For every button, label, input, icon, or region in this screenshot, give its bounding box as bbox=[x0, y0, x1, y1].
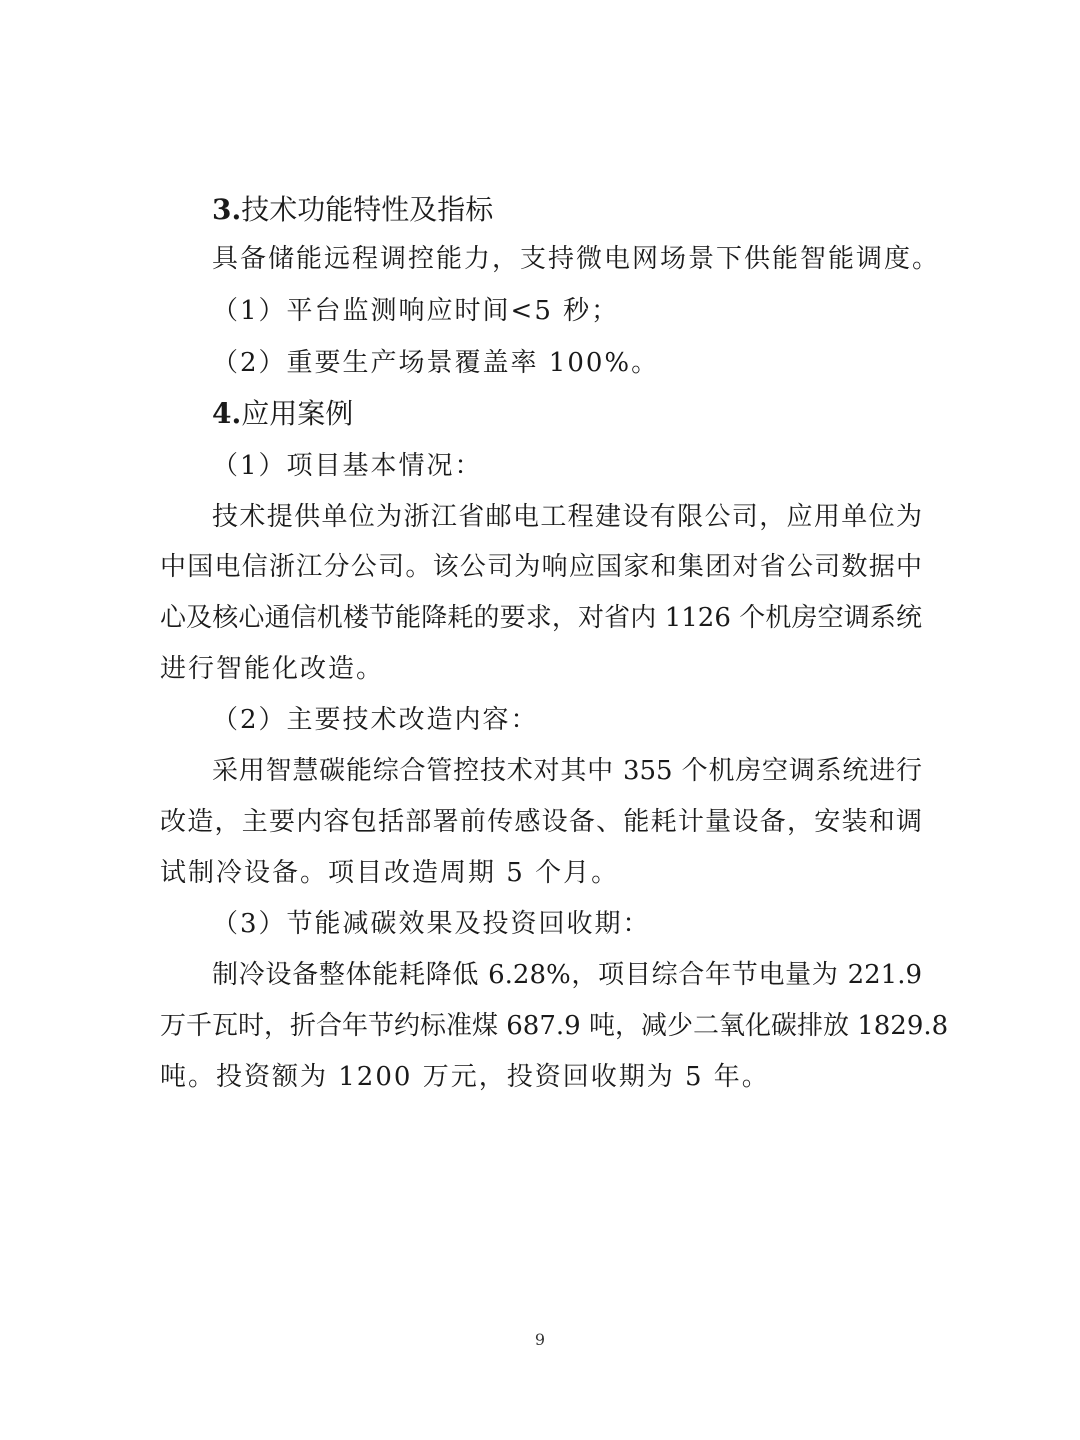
page-number: 9 bbox=[534, 1330, 546, 1349]
subsection-1-line-3: 心及核心通信机楼节能降耗的要求，对省内 1126 个机房空调系统 bbox=[160, 603, 922, 633]
subsection-3-heading: （3）节能减碳效果及投资回收期： bbox=[212, 909, 651, 939]
section-4-title: 应用案例 bbox=[241, 397, 354, 430]
section-4-heading bbox=[212, 397, 353, 431]
section-3-item-2: （2）重要生产场景覆盖率 100%。 bbox=[212, 348, 660, 378]
section-3-heading bbox=[212, 193, 493, 227]
section-3-item-1: （1）平台监测响应时间<5 秒； bbox=[212, 296, 620, 326]
subsection-3-line-2: 万千瓦时，折合年节约标准煤 687.9 吨，减少二氧化碳排放 1829.8 bbox=[160, 1011, 949, 1041]
section-4-number: 4. bbox=[212, 397, 242, 430]
section-3-title: 技术功能特性及指标 bbox=[241, 193, 494, 226]
section-3-number: 3. bbox=[212, 193, 242, 226]
subsection-1-heading: （1）项目基本情况： bbox=[212, 451, 483, 481]
subsection-2-heading: （2）主要技术改造内容： bbox=[212, 705, 539, 735]
subsection-3-line-1: 制冷设备整体能耗降低 6.28%，项目综合年节电量为 221.9 bbox=[212, 960, 922, 990]
section-3-intro: 具备储能远程调控能力，支持微电网场景下供能智能调度。 bbox=[212, 244, 941, 274]
subsection-2-line-3: 试制冷设备。项目改造周期 5 个月。 bbox=[160, 858, 620, 888]
subsection-2-line-1: 采用智慧碳能综合管控技术对其中 355 个机房空调系统进行 bbox=[212, 756, 922, 786]
subsection-1-line-2: 中国电信浙江分公司。该公司为响应国家和集团对省公司数据中 bbox=[160, 552, 922, 582]
subsection-1-line-4: 进行智能化改造。 bbox=[160, 654, 385, 684]
subsection-2-line-2: 改造，主要内容包括部署前传感设备、能耗计量设备，安装和调 bbox=[160, 807, 922, 837]
subsection-3-line-3: 吨。投资额为 1200 万元，投资回收期为 5 年。 bbox=[160, 1062, 770, 1092]
subsection-1-line-1: 技术提供单位为浙江省邮电工程建设有限公司，应用单位为 bbox=[212, 502, 922, 532]
